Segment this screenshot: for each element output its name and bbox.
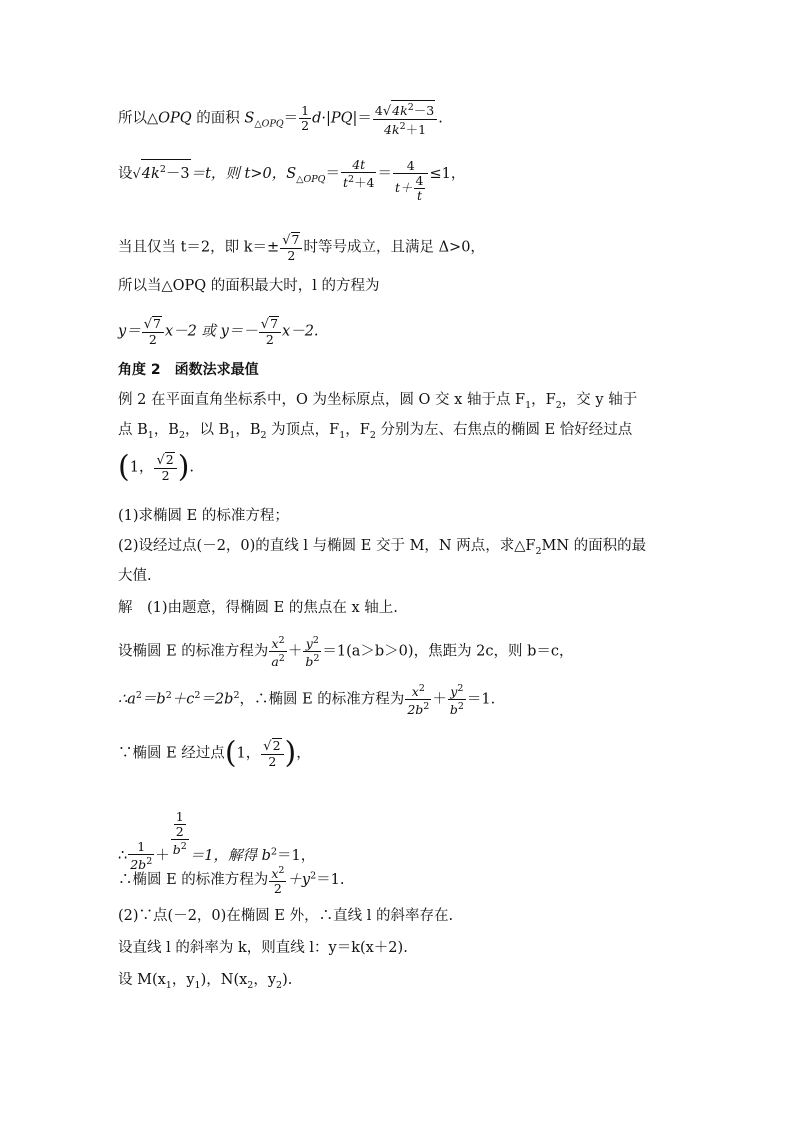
superscript: 2 xyxy=(457,683,464,694)
fraction-inner xyxy=(174,810,186,839)
equality-condition-line xyxy=(118,232,485,263)
numerator xyxy=(269,634,287,652)
text: ＝1(a＞b＞0)，焦距为 2c，则 b＝c， xyxy=(322,643,574,660)
superscript: 2 xyxy=(312,635,319,646)
denominator: t xyxy=(416,188,422,204)
text: a xyxy=(271,654,279,670)
radical xyxy=(391,100,435,118)
text: 1， xyxy=(236,745,261,762)
text: ，F xyxy=(345,422,370,438)
text: x xyxy=(271,636,279,652)
subscript: 1 xyxy=(339,429,346,441)
text: ＝b xyxy=(141,691,166,708)
fraction-y2b2 xyxy=(303,634,321,669)
fraction-nested-half xyxy=(171,810,189,857)
text: S xyxy=(244,110,255,127)
text: 设 xyxy=(118,166,133,183)
solution-line-2 xyxy=(118,634,574,669)
paren: ( xyxy=(224,735,237,771)
superscript: 2 xyxy=(457,701,464,713)
conclusion-line: 所以当△OPQ 的面积最大时，l 的方程为 xyxy=(118,278,380,294)
solution-line-1 xyxy=(118,598,398,618)
text: ＋1 xyxy=(405,122,427,138)
text: ＋ xyxy=(155,848,170,865)
text: MN 的面积的最 xyxy=(541,538,647,554)
text: ，交 y 轴于 xyxy=(561,392,638,408)
text: 设 M(x xyxy=(118,972,166,988)
denominator: 2 xyxy=(273,881,282,897)
fraction-root7 xyxy=(259,316,281,347)
subscript: 2 xyxy=(260,429,267,441)
superscript: 2 xyxy=(180,841,187,852)
text: b xyxy=(449,702,458,718)
superscript: 2 xyxy=(347,174,355,185)
superscript: 2 xyxy=(423,701,430,713)
text: 4k xyxy=(384,122,400,138)
text: y xyxy=(305,636,313,652)
text: 2b xyxy=(130,857,147,873)
fraction-area xyxy=(373,100,437,137)
superscript: 2 xyxy=(418,683,425,694)
fraction-y2b2 xyxy=(448,682,466,717)
text: 为顶点，F xyxy=(266,422,340,438)
radical: 2 xyxy=(272,738,281,753)
numerator xyxy=(405,682,431,700)
solution-line-6 xyxy=(118,864,345,896)
solution-line-4 xyxy=(118,735,311,771)
denominator: 2 xyxy=(287,248,296,263)
text: ，∴椭圆 E 的标准方程为 xyxy=(239,691,405,708)
subscript: 1 xyxy=(147,429,154,441)
text: ∵椭圆 E 经过点 xyxy=(118,745,225,762)
fraction-nested xyxy=(393,159,428,203)
text: d xyxy=(312,110,322,127)
superscript: 2 xyxy=(278,653,285,665)
substitution-line: 设$√4k^2-3=t$，则 t>0，$S_{\triangle OPQ}=$ $\frac{4t}{t^2+4}$ ＝ 4 t＋ $\frac{4}{t}$ ≤1， xyxy=(118,157,466,204)
numerator: √7 xyxy=(280,232,302,249)
text: x－2 或 y＝－ xyxy=(164,323,258,340)
example-line-1 xyxy=(118,390,637,416)
fraction-x2a2 xyxy=(269,634,287,669)
text: ·|PQ| xyxy=(321,110,358,127)
text: ，y xyxy=(171,972,195,988)
text: ＝1，解得 b xyxy=(189,848,271,865)
text: . xyxy=(438,110,443,127)
text: ，y xyxy=(253,972,277,988)
text: ，B xyxy=(235,422,261,438)
subscript: 2 xyxy=(369,429,376,441)
numerator: 1 xyxy=(175,809,184,824)
text: ∴椭圆 E 的标准方程为 xyxy=(118,872,269,889)
text: ＋ xyxy=(287,643,303,660)
superscript: 2 xyxy=(270,846,277,858)
text: 设椭圆 E 的标准方程为 xyxy=(118,643,269,660)
text: (2)设经过点(－2，0)的直线 l 与椭圆 E 交于 M，N 两点，求△F xyxy=(118,538,536,554)
text: ＝ xyxy=(325,166,340,183)
text: 4k xyxy=(392,103,408,119)
superscript: 2 xyxy=(399,121,406,133)
text: ， xyxy=(296,745,311,762)
fraction-half xyxy=(299,104,311,133)
fraction-root7 xyxy=(280,232,302,263)
denominator: 2 xyxy=(301,118,310,134)
fraction-x2-2b2 xyxy=(405,682,431,717)
text: ，B xyxy=(153,422,179,438)
text: 的面积 xyxy=(191,110,245,127)
superscript: 2 xyxy=(194,689,201,701)
fraction-root2 xyxy=(261,738,283,769)
denominator: 2 xyxy=(161,468,170,483)
radical: 7 xyxy=(270,316,279,331)
superscript: 2 xyxy=(310,870,317,882)
text: t xyxy=(342,175,348,191)
numerator xyxy=(269,864,286,882)
solution-line-9 xyxy=(118,970,292,996)
text: ＋4 xyxy=(354,175,375,191)
text: 分别为左、右焦点的椭圆 E 恰好经过点 xyxy=(375,422,633,438)
fraction-inner xyxy=(414,174,426,203)
paren: ( xyxy=(118,449,130,485)
superscript: 2 xyxy=(165,689,172,701)
subscript: △OPQ xyxy=(254,118,284,130)
text: ＝t，则 t>0， xyxy=(190,166,287,183)
superscript: 2 xyxy=(313,653,320,665)
text: 例 2 在平面直角坐标系中，O 为坐标原点，圆 O 交 x 轴于点 F xyxy=(118,392,526,408)
text: 4 xyxy=(374,103,383,119)
numerator: √2 xyxy=(261,738,283,755)
numerator: 1 xyxy=(301,103,310,119)
denominator xyxy=(341,173,377,190)
subscript: 2 xyxy=(178,429,186,441)
numerator xyxy=(303,634,321,652)
text: 所以△ xyxy=(118,110,159,127)
numerator: $4√4k^2-3$ xyxy=(373,100,437,120)
text: 4k xyxy=(141,166,160,183)
superscript: 2 xyxy=(135,689,142,701)
text: ＝1， xyxy=(276,848,316,865)
fraction-root2 xyxy=(154,452,176,483)
radical: 7 xyxy=(153,316,161,331)
fraction-4t xyxy=(341,158,377,190)
fraction-x2-2 xyxy=(269,864,286,896)
denominator xyxy=(405,700,431,717)
text: －3 xyxy=(165,166,190,183)
numerator: √7 xyxy=(142,316,164,333)
text: ＋y xyxy=(287,872,311,889)
subscript: 1 xyxy=(229,429,236,441)
text: S xyxy=(286,166,297,183)
text: 时等号成立，且满足 Δ>0， xyxy=(303,239,485,256)
text: ，以 B xyxy=(185,422,230,438)
subscript: 1 xyxy=(194,979,201,991)
denominator xyxy=(448,700,466,717)
denominator: 2 xyxy=(268,754,277,769)
denominator xyxy=(373,120,437,137)
paren: ) xyxy=(177,449,190,485)
subscript: 1 xyxy=(165,979,172,991)
superscript: 2 xyxy=(146,856,153,868)
text: ＝1. xyxy=(466,691,496,708)
denominator: 2 xyxy=(265,332,274,347)
solution-line-3 xyxy=(118,682,495,717)
text: ∴ xyxy=(118,848,128,865)
denominator xyxy=(269,652,287,669)
superscript: 2 xyxy=(278,635,285,646)
numerator: √7 xyxy=(259,316,281,333)
text: 解 (1)由题意，得椭圆 E 的焦点在 x 轴上. xyxy=(118,600,398,616)
text: ＝ xyxy=(357,110,372,127)
question-2 xyxy=(118,536,646,562)
text: b xyxy=(172,842,181,858)
denominator: 2 xyxy=(148,332,157,347)
text: ＋ xyxy=(432,691,447,708)
radical: 2 xyxy=(165,452,174,467)
subscript: 2 xyxy=(276,979,283,991)
text: . xyxy=(189,459,195,476)
example-line-2 xyxy=(118,420,632,446)
text: ＝ xyxy=(283,110,299,127)
superscript: 2 xyxy=(233,689,240,701)
denominator xyxy=(171,840,189,857)
superscript: 2 xyxy=(278,865,285,876)
solution-line-8: 设直线 l 的斜率为 k，则直线 l：y＝k(x＋2). xyxy=(118,940,408,956)
area-formula-line xyxy=(118,100,443,137)
section-heading: 角度 2 函数法求最值 xyxy=(118,362,259,378)
question-2-cont: 大值. xyxy=(118,568,152,584)
text: x－2. xyxy=(282,323,319,340)
text: ≤1， xyxy=(429,166,466,183)
text: 点 B xyxy=(118,422,148,438)
text: x xyxy=(411,684,419,700)
line-equations xyxy=(118,316,319,347)
numerator xyxy=(171,810,189,840)
solution-line-7: (2)∵点(－2，0)在椭圆 E 外，∴直线 l 的斜率存在. xyxy=(118,908,454,924)
text: y xyxy=(450,684,458,700)
numerator: 4 xyxy=(393,159,428,174)
subscript: 2 xyxy=(555,399,562,411)
text: ，F xyxy=(531,392,556,408)
numerator: √2 xyxy=(154,452,176,469)
text: 1， xyxy=(129,459,154,476)
question-1: (1)求椭圆 E 的标准方程； xyxy=(118,508,289,524)
numerator: 4 xyxy=(415,173,424,189)
radical xyxy=(141,159,191,184)
denominator xyxy=(303,652,321,669)
text: t＋ xyxy=(394,180,413,196)
numerator: 4t xyxy=(341,158,377,173)
text: ＝2b xyxy=(200,691,234,708)
numerator xyxy=(448,682,466,700)
radical: 7 xyxy=(291,232,300,247)
fraction-root7 xyxy=(142,316,164,347)
subscript: 2 xyxy=(247,979,254,991)
numerator: 1 xyxy=(128,840,154,855)
denominator: 2 xyxy=(175,824,184,839)
paren: ) xyxy=(284,735,297,771)
text: ＋c xyxy=(171,691,195,708)
text: ). xyxy=(282,972,293,988)
subscript: 2 xyxy=(535,545,542,557)
text: ∴a xyxy=(118,691,136,708)
example-line-3 xyxy=(118,449,195,485)
text: b xyxy=(305,654,314,670)
text: ＝1. xyxy=(316,872,345,889)
subscript: △OPQ xyxy=(296,173,326,185)
text: 当且仅当 t＝2，即 k＝± xyxy=(118,239,280,256)
subscript: 1 xyxy=(525,399,532,411)
superscript: 2 xyxy=(159,164,166,176)
text: ＝ xyxy=(377,166,392,183)
superscript: 2 xyxy=(407,102,414,113)
text: 2b xyxy=(407,702,424,718)
text: －3 xyxy=(413,103,435,119)
text: x xyxy=(271,866,279,882)
text: OPQ xyxy=(158,110,192,127)
text: y＝ xyxy=(118,323,141,340)
solution-line-5 xyxy=(118,810,315,872)
denominator xyxy=(393,174,428,203)
text: )，N(x xyxy=(200,972,248,988)
